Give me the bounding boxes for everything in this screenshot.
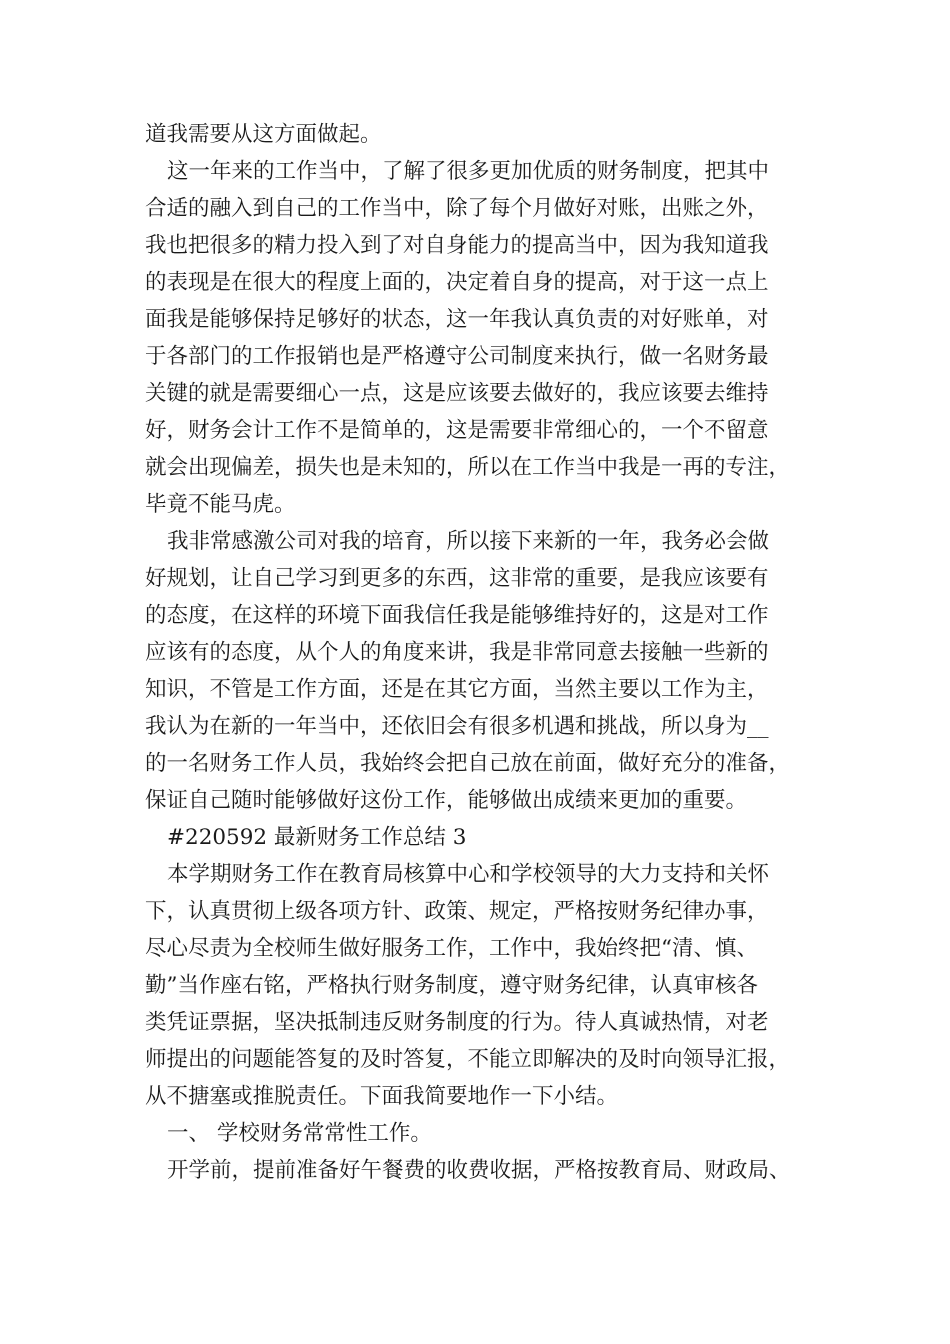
text-line: 应该有的态度，从个人的角度来讲，我是非常同意去接触一些新的	[145, 640, 769, 665]
text-line: 我非常感激公司对我的培育，所以接下来新的一年，我务必会做	[167, 529, 770, 554]
text-line: 就会出现偏差，损失也是未知的，所以在工作当中我是一再的专注，	[145, 455, 791, 480]
text-line: 知识，不管是工作方面，还是在其它方面，当然主要以工作为主，	[145, 677, 769, 702]
text-line: 类凭证票据，坚决抵制违反财务制度的行为。待人真诚热情，对老	[145, 1010, 769, 1035]
text-line: 的一名财务工作人员，我始终会把自己放在前面，做好充分的准备，	[145, 751, 791, 776]
text-line: 的态度，在这样的环境下面我信任我是能够维持好的，这是对工作	[145, 603, 769, 628]
text-line: 关键的就是需要细心一点，这是应该要去做好的，我应该要去维持	[145, 381, 769, 406]
text-line: 道我需要从这方面做起。	[145, 122, 382, 147]
text-line: 面我是能够保持足够好的状态，这一年我认真负责的对好账单，对	[145, 307, 769, 332]
text-line: 本学期财务工作在教育局核算中心和学校领导的大力支持和关怀	[167, 862, 770, 887]
subsection-heading: 一、 学校财务常常性工作。	[167, 1121, 432, 1146]
text-line: 这一年来的工作当中，了解了很多更加优质的财务制度，把其中	[167, 159, 770, 184]
text-line: 开学前，提前准备好午餐费的收费收据，严格按教育局、财政局、	[167, 1158, 791, 1183]
section-heading: #220592 最新财务工作总结 3	[167, 825, 467, 850]
text-line: 好，财务会计工作不是简单的，这是需要非常细心的，一个不留意	[145, 418, 769, 443]
text-line: 毕竟不能马虎。	[145, 492, 296, 517]
document-body	[145, 116, 825, 1189]
text-line: 保证自己随时能够做好这份工作，能够做出成绩来更加的重要。	[145, 788, 748, 813]
text-line: 从不搪塞或推脱责任。下面我简要地作一下小结。	[145, 1084, 619, 1109]
text-line: 师提出的问题能答复的及时答复，不能立即解决的及时向领导汇报，	[145, 1047, 791, 1072]
text-line: 的表现是在很大的程度上面的，决定着自身的提高，对于这一点上	[145, 270, 769, 295]
text-line: 我认为在新的一年当中，还依旧会有很多机遇和挑战，所以身为__	[145, 714, 769, 739]
text-line: 下，认真贯彻上级各项方针、政策、规定，严格按财务纪律办事，	[145, 899, 769, 924]
text-line: 合适的融入到自己的工作当中，除了每个月做好对账，出账之外，	[145, 196, 769, 221]
text-line: 勤”当作座右铭，严格执行财务制度，遵守财务纪律，认真审核各	[145, 973, 758, 998]
text-line: 于各部门的工作报销也是严格遵守公司制度来执行，做一名财务最	[145, 344, 769, 369]
text-line: 尽心尽责为全校师生做好服务工作，工作中，我始终把“清、慎、	[145, 936, 758, 961]
text-line: 我也把很多的精力投入到了对自身能力的提高当中，因为我知道我	[145, 233, 769, 258]
text-line: 好规划，让自己学习到更多的东西，这非常的重要，是我应该要有	[145, 566, 769, 591]
